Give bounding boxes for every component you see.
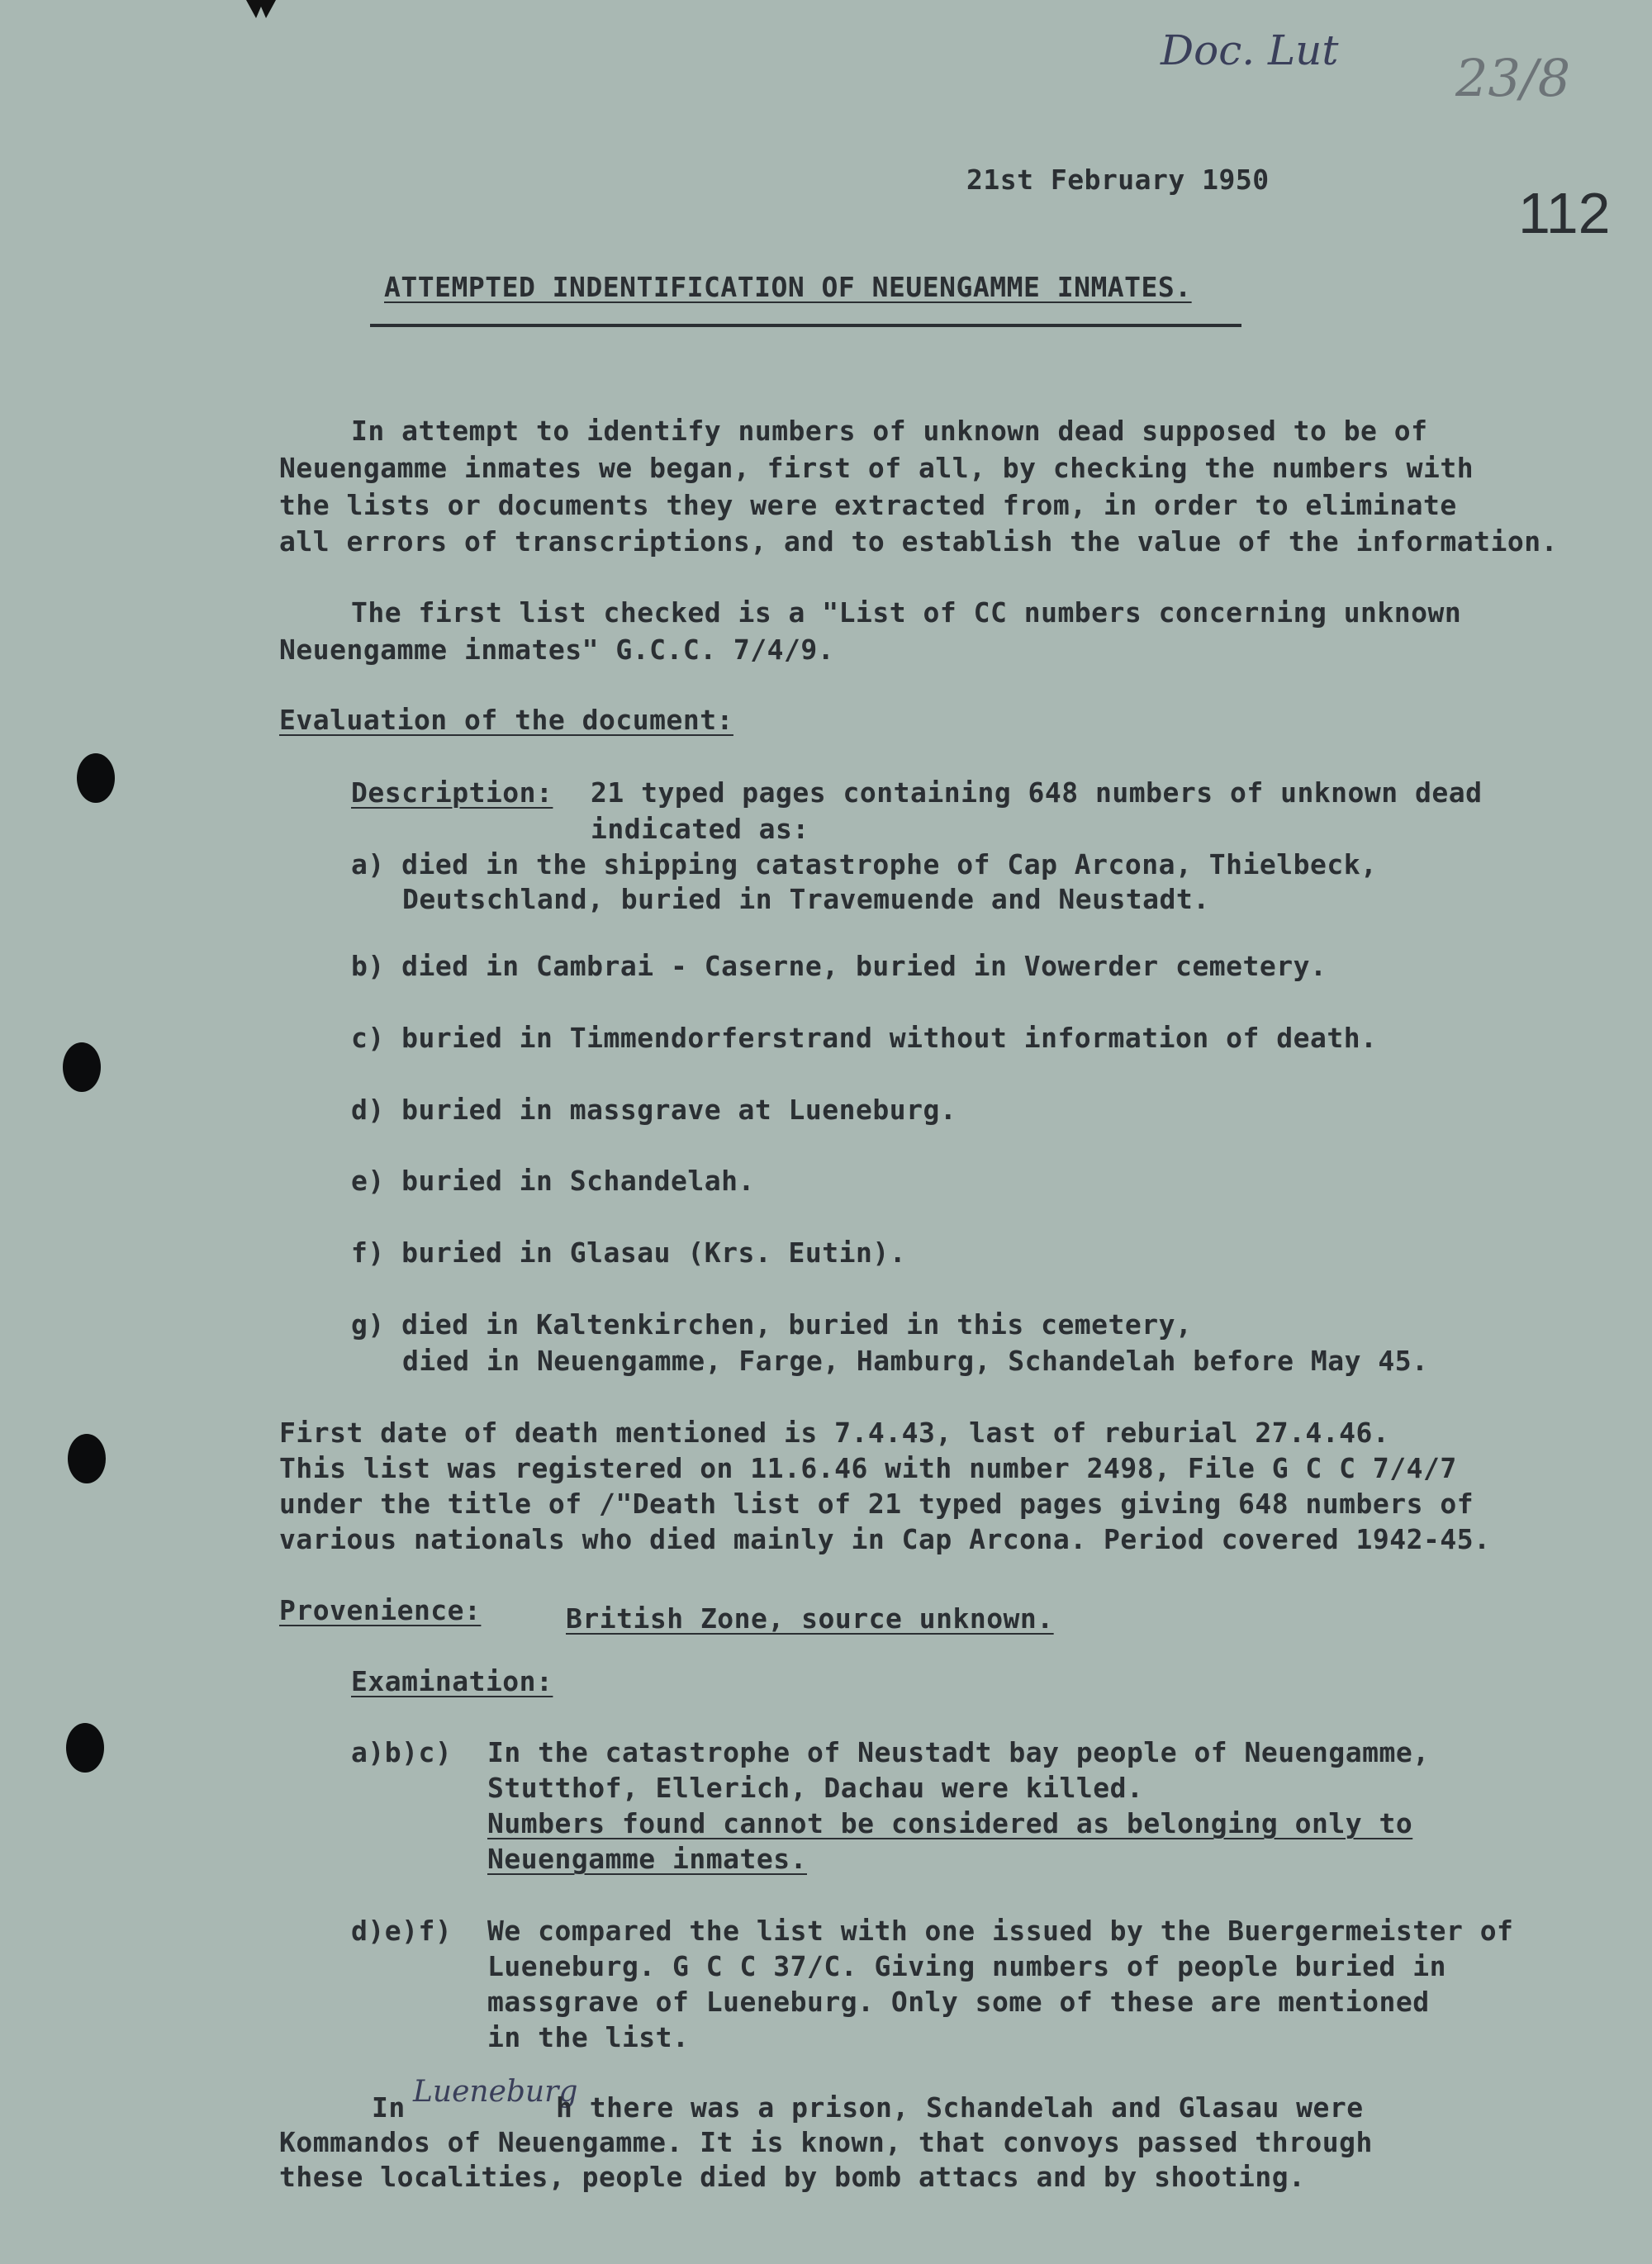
description-line-1: 21 typed pages containing 648 numbers of unknown dead [591, 776, 1483, 809]
exam-def-line-3: massgrave of Lueneburg. Only some of these are mentioned [487, 1986, 1430, 2018]
registration-line-1: First date of death mentioned is 7.4.43, last of reburial 27.4.46. [279, 1417, 1390, 1449]
closing-line-2: Kommandos of Neuengamme. It is known, that convoys passed through [279, 2126, 1373, 2158]
description-line-2: indicated as: [591, 813, 809, 845]
exam-abc-label: a)b)c) [351, 1736, 453, 1768]
item-b: b) died in Cambrai - Caserne, buried in Vowerder cemetery. [351, 950, 1327, 982]
top-handwriting: Doc. Lut [1161, 26, 1339, 74]
first-list-line-2: Neuengamme inmates" G.C.C. 7/4/9. [279, 634, 835, 666]
document-title: ATTEMPTED INDENTIFICATION OF NEUENGAMME INMATES. [384, 271, 1192, 303]
exam-def-line-1: We compared the list with one issued by the Buergermeister of [487, 1915, 1514, 1947]
description-label: Description: [351, 776, 553, 809]
punch-hole-4 [66, 1723, 104, 1773]
punch-hole-2 [63, 1042, 101, 1092]
item-a-line-2: Deutschland, buried in Travemuende and Neustadt. [402, 883, 1210, 915]
item-g-line-2: died in Neuengamme, Farge, Hamburg, Schandelah before May 45. [402, 1345, 1429, 1377]
staple-mark-icon [244, 0, 278, 26]
registration-line-4: various nationals who died mainly in Cap Arcona. Period covered 1942-45. [279, 1523, 1491, 1555]
closing-line-1-end: h there was a prison, Schandelah and Glasau were [556, 2091, 1364, 2124]
intro-line-2: Neuengamme inmates we began, first of all, by checking the numbers with [279, 452, 1474, 484]
examination-heading: Examination: [351, 1665, 553, 1697]
item-a-line-1: a) died in the shipping catastrophe of Cap Arcona, Thielbeck, [351, 848, 1378, 880]
pencil-number: 23/8 [1455, 48, 1571, 108]
item-f: f) buried in Glasau (Krs. Eutin). [351, 1236, 907, 1269]
item-e: e) buried in Schandelah. [351, 1165, 755, 1197]
closing-line-3: these localities, people died by bomb attacs and by shooting. [279, 2161, 1306, 2193]
intro-line-4: all errors of transcriptions, and to establish the value of the information. [279, 525, 1558, 558]
item-d: d) buried in massgrave at Lueneburg. [351, 1094, 957, 1126]
inserted-handwriting: Lueneburg [413, 2075, 578, 2109]
exam-abc-line-3: Numbers found cannot be considered as belonging only to [487, 1807, 1413, 1839]
first-list-line-1: The first list checked is a "List of CC numbers concerning unknown [351, 596, 1462, 629]
punch-hole-3 [68, 1434, 106, 1483]
exam-abc-line-1: In the catastrophe of Neustadt bay people of Neuengamme, [487, 1736, 1430, 1768]
page-number: 112 [1518, 181, 1611, 245]
exam-def-line-4: in the list. [487, 2021, 690, 2053]
intro-line-1: In attempt to identify numbers of unknown dead supposed to be of [351, 415, 1428, 447]
exam-def-label: d)e)f) [351, 1915, 453, 1947]
exam-def-line-2: Lueneburg. G C C 37/C. Giving numbers of people buried in [487, 1950, 1446, 1982]
registration-line-2: This list was registered on 11.6.46 with number 2498, File G C C 7/4/7 [279, 1452, 1457, 1484]
evaluation-heading: Evaluation of the document: [279, 704, 733, 736]
item-c: c) buried in Timmendorferstrand without information of death. [351, 1022, 1378, 1054]
exam-abc-line-2: Stutthof, Ellerich, Dachau were killed. [487, 1772, 1144, 1804]
title-double-underline [370, 324, 1241, 327]
closing-line-1-start: In [372, 2091, 406, 2124]
provenience-value: British Zone, source unknown. [566, 1602, 1054, 1635]
exam-abc-line-4: Neuengamme inmates. [487, 1843, 807, 1875]
registration-line-3: under the title of /"Death list of 21 typed pages giving 648 numbers of [279, 1488, 1474, 1520]
intro-line-3: the lists or documents they were extracted from, in order to eliminate [279, 489, 1457, 521]
item-g-line-1: g) died in Kaltenkirchen, buried in this cemetery, [351, 1308, 1193, 1341]
provenience-label: Provenience: [279, 1594, 482, 1626]
punch-hole-1 [77, 753, 115, 803]
document-date: 21st February 1950 [966, 164, 1270, 196]
